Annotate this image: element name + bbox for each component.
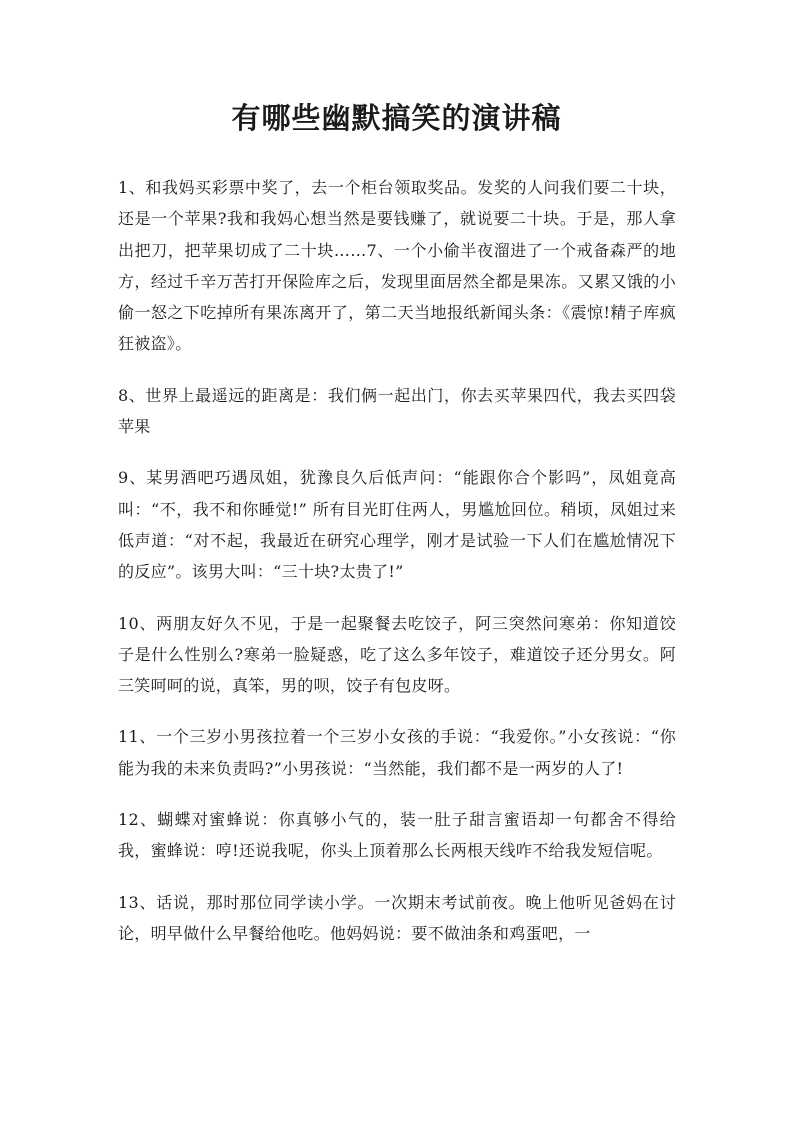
paragraph-10: 10、两朋友好久不见，于是一起聚餐去吃饺子，阿三突然问寒弟：你知道饺子是什么性别么?寒弟一脸疑惑，吃了这么多年饺子，难道饺子还分男女。阿三笑呵呵的说，真笨，男的呗，饺子有包皮呀。 bbox=[118, 613, 676, 696]
paragraph-13: 13、话说，那时那位同学读小学。一次期末考试前夜。晚上他听见爸妈在讨论，明早做什么早餐给他吃。他妈妈说：要不做油条和鸡蛋吧，一 bbox=[118, 892, 676, 943]
document-body bbox=[118, 172, 676, 969]
document-title: 有哪些幽默搞笑的演讲稿 bbox=[231, 101, 562, 135]
paragraph-8: 8、世界上最遥远的距离是：我们俩一起出门，你去买苹果四代，我去买四袋苹果 bbox=[118, 385, 676, 437]
paragraph-9: 9、某男酒吧巧遇凤姐，犹豫良久后低声问：“能跟你合个影吗”，凤姐竟高叫：“不，我不和你睡觉!” 所有目光盯住两人，男尴尬回位。稍顷，凤姐过来低声道：“对不起，我最近在研究心理学，刚才是试验一下人们在尴尬情况下的反应”。该男大叫：“三十块?太贵了!” bbox=[118, 468, 676, 582]
paragraph-12: 12、蝴蝶对蜜蜂说：你真够小气的，装一肚子甜言蜜语却一句都舍不得给我，蜜蜂说：哼!还说我呢，你头上顶着那么长两根天线咋不给我发短信呢。 bbox=[118, 810, 676, 861]
paragraph-11: 11、一个三岁小男孩拉着一个三岁小女孩的手说：“我爱你。”小女孩说：“你能为我的未来负责吗?”小男孩说：“当然能，我们都不是一两岁的人了! bbox=[118, 727, 676, 778]
paragraph-1: 1、和我妈买彩票中奖了，去一个柜台领取奖品。发奖的人问我们要二十块，还是一个苹果?我和我妈心想当然是要钱赚了，就说要二十块。于是，那人拿出把刀，把苹果切成了二十块……7、一个小偷半夜溜进了一个戒备森严的地方，经过千辛万苦打开保险库之后，发现里面居然全都是果冻。又累又饿的小偷一怒之下吃掉所有果冻离开了，第二天当地报纸新闻头条：《震惊!精子库疯狂被盗》。 bbox=[118, 178, 676, 354]
